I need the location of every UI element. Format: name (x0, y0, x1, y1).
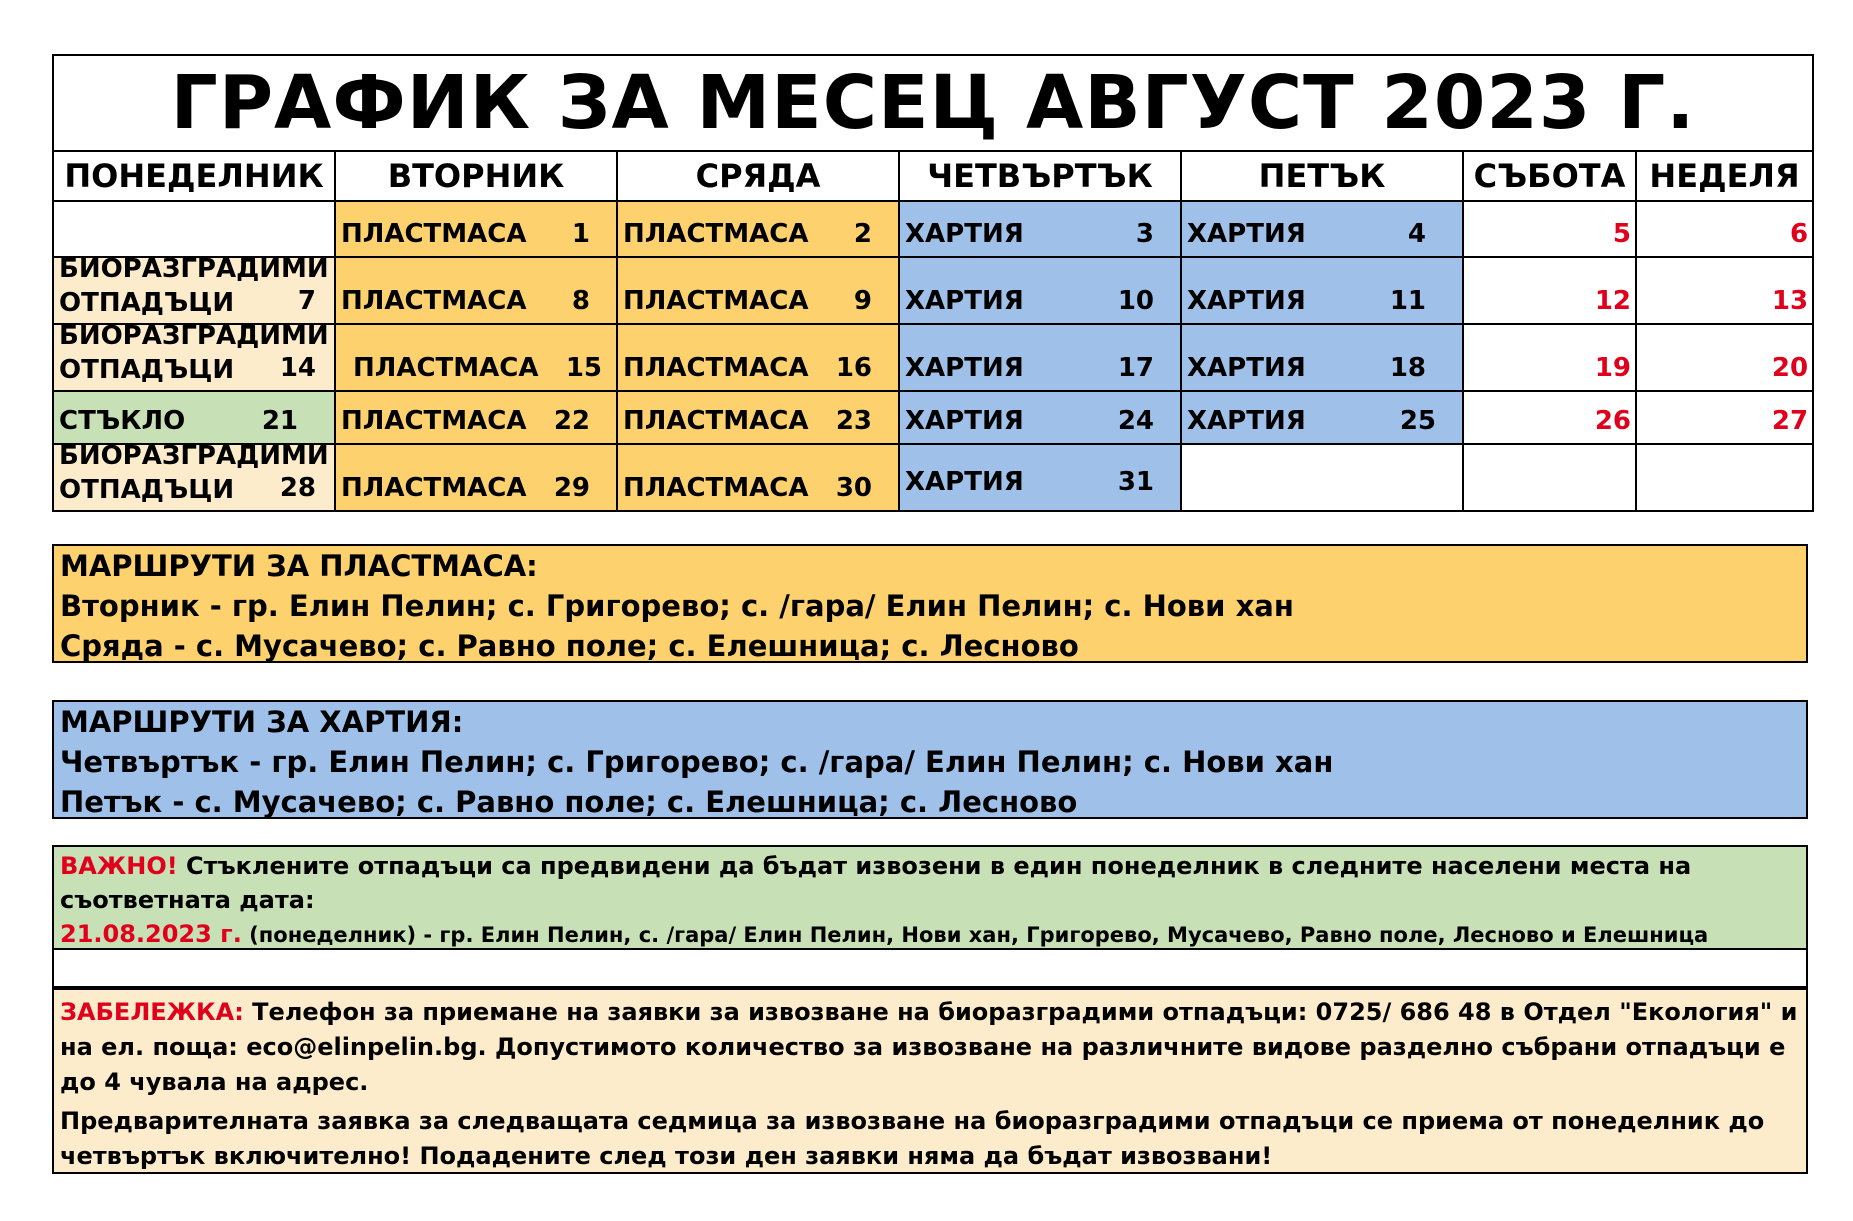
day-cell (53, 201, 335, 257)
glass-notice-date-line (60, 917, 1806, 952)
day-number: 10 (1117, 286, 1154, 316)
day-number: 2 (853, 219, 872, 249)
note-paragraph (60, 995, 1806, 1100)
paper-routes-box (52, 700, 1808, 819)
collection-type: ХАРТИЯ (905, 467, 1024, 497)
day-cell (335, 444, 617, 511)
day-cell (1636, 324, 1813, 391)
day-number: 12 (1594, 286, 1631, 316)
day-number: 30 (835, 473, 872, 503)
day-number: 9 (853, 286, 872, 316)
day-number: 16 (835, 353, 872, 383)
week-row (53, 201, 1813, 257)
day-cell (53, 441, 335, 511)
day-number: 13 (1771, 286, 1809, 316)
day-number: 1 (571, 219, 590, 249)
collection-type-line2: ОТПАДЪЦИ (59, 475, 235, 505)
day-number: 8 (571, 286, 590, 316)
day-number: 31 (1117, 467, 1154, 497)
collection-type: ХАРТИЯ (1187, 353, 1306, 383)
plastic-route-tuesday: Вторник - гр. Елин Пелин; с. Григорево; с. /гара/ Елин Пелин; с. Нови хан (60, 589, 1294, 623)
day-cell (335, 257, 617, 324)
glass-date: 21.08.2023 г. (60, 920, 242, 948)
collection-type: ХАРТИЯ (905, 406, 1024, 436)
day-number: 14 (279, 353, 316, 383)
day-cell (1463, 444, 1636, 511)
day-cell (1463, 391, 1636, 444)
day-cell (1463, 324, 1636, 391)
day-number: 27 (1771, 406, 1809, 436)
day-cell (617, 257, 899, 324)
day-number: 24 (1117, 406, 1154, 436)
day-cell (899, 201, 1181, 257)
collection-type: СТЪКЛО (59, 406, 186, 436)
note-label: ЗАБЕЛЕЖКА: (60, 998, 244, 1026)
week-row (53, 391, 1813, 444)
day-cell (53, 254, 335, 324)
day-number: 20 (1771, 353, 1809, 383)
day-cell (899, 391, 1181, 444)
weekday-header: СРЯДА (617, 151, 899, 201)
day-cell (899, 324, 1181, 391)
collection-type: ПЛАСТМАСА (341, 286, 527, 316)
day-number: 18 (1389, 353, 1426, 383)
collection-type: БИОРАЗГРАДИМИ (59, 254, 329, 284)
spacer-row (52, 950, 1808, 988)
collection-type: БИОРАЗГРАДИМИ (59, 321, 329, 351)
week-row (53, 257, 1813, 324)
collection-type: ПЛАСТМАСА (623, 353, 809, 383)
day-cell (899, 257, 1181, 324)
day-cell (1636, 391, 1813, 444)
note-box (52, 988, 1808, 1174)
collection-type: ПЛАСТМАСА (341, 473, 527, 503)
day-cell (1636, 201, 1813, 257)
day-cell (617, 201, 899, 257)
important-label: ВАЖНО! (60, 852, 178, 880)
day-number: 21 (261, 406, 298, 436)
day-number: 28 (279, 473, 316, 503)
paper-route-friday: Петък - с. Мусачево; с. Равно поле; с. Елешница; с. Лесново (60, 785, 1078, 819)
plastic-routes-box (52, 544, 1808, 663)
collection-type: ХАРТИЯ (1187, 286, 1306, 316)
week-row (53, 444, 1813, 511)
day-cell (617, 444, 899, 511)
day-cell (1463, 201, 1636, 257)
day-number: 11 (1389, 286, 1426, 316)
collection-type: ХАРТИЯ (905, 286, 1024, 316)
day-cell (1463, 257, 1636, 324)
schedule-table (52, 54, 1814, 512)
glass-notice-text (60, 849, 1806, 917)
day-number: 6 (1789, 219, 1809, 249)
collection-type-line2: ОТПАДЪЦИ (59, 355, 235, 385)
important-text: Стъклените отпадъци са предвидени да бъдат извозени в един понеделник в следните населени места на съответната дата: (60, 852, 1692, 914)
collection-type: БИОРАЗГРАДИМИ (59, 441, 329, 471)
weekday-header: ВТОРНИК (335, 151, 617, 201)
note-text: Телефон за приемане на заявки за извозване на биоразградими отпадъци: 0725/ 686 48 в Отдел "Екология" и на ел. поща: eco@elinpelin.bg. Допустимото количество за извозване на различните видове разделно събрани отпадъци е до 4 чувала на адрес. (60, 998, 1798, 1096)
day-number: 15 (565, 353, 602, 383)
day-cell (1181, 444, 1463, 511)
collection-type: ХАРТИЯ (905, 219, 1024, 249)
day-number: 3 (1135, 219, 1154, 249)
day-number: 23 (835, 406, 872, 436)
day-number: 22 (553, 406, 590, 436)
collection-type: ПЛАСТМАСА (353, 353, 539, 383)
collection-type: ХАРТИЯ (1187, 406, 1306, 436)
day-cell (899, 444, 1181, 511)
day-cell (1636, 257, 1813, 324)
glass-places: (понеделник) - гр. Елин Пелин, с. /гара/ Елин Пелин, Нови хан, Григорево, Мусачево, Равно поле, Лесново и Елешница (241, 923, 1709, 947)
day-cell (1181, 391, 1463, 444)
page-title: ГРАФИК ЗА МЕСЕЦ АВГУСТ 2023 Г. (53, 55, 1813, 151)
glass-notice-box (52, 845, 1808, 950)
day-number: 4 (1407, 219, 1426, 249)
day-number: 5 (1612, 219, 1631, 249)
weekday-header: ЧЕТВЪРТЪК (899, 151, 1181, 201)
paper-route-thursday: Четвъртък - гр. Елин Пелин; с. Григорево; с. /гара/ Елин Пелин; с. Нови хан (60, 745, 1334, 779)
collection-type-line2: ОТПАДЪЦИ (59, 288, 235, 318)
day-cell (1181, 324, 1463, 391)
collection-type: ПЛАСТМАСА (341, 406, 527, 436)
day-cell (1181, 257, 1463, 324)
day-number: 7 (297, 286, 316, 316)
schedule-sheet (52, 54, 1812, 512)
day-cell (335, 201, 617, 257)
collection-type: ПЛАСТМАСА (341, 219, 527, 249)
day-cell (53, 321, 335, 391)
day-cell (617, 391, 899, 444)
week-row (53, 324, 1813, 391)
day-cell (1636, 444, 1813, 511)
weekday-header: СЪБОТА (1463, 151, 1636, 201)
day-number: 19 (1594, 353, 1631, 383)
day-cell (335, 391, 617, 444)
note-paragraph-2: Предварителната заявка за следващата седмица за извозване на биоразградими отпадъци се приема от понеделник до четвъртък включително! Подадените след този ден заявки няма да бъдат извозвани! (60, 1107, 1765, 1170)
collection-type: ПЛАСТМАСА (623, 286, 809, 316)
collection-type: ПЛАСТМАСА (623, 219, 809, 249)
collection-type: ПЛАСТМАСА (623, 406, 809, 436)
day-number: 17 (1117, 353, 1154, 383)
day-cell (53, 391, 335, 444)
weekday-header: ПЕТЪК (1181, 151, 1463, 201)
paper-routes-heading: МАРШРУТИ ЗА ХАРТИЯ: (60, 705, 464, 739)
day-number: 29 (553, 473, 590, 503)
plastic-route-wednesday: Сряда - с. Мусачево; с. Равно поле; с. Елешница; с. Лесново (60, 629, 1079, 663)
day-number: 25 (1399, 406, 1436, 436)
collection-type: ХАРТИЯ (1187, 219, 1306, 249)
day-cell (1181, 201, 1463, 257)
weekday-header: НЕДЕЛЯ (1636, 151, 1813, 201)
weekday-header: ПОНЕДЕЛНИК (53, 151, 335, 201)
plastic-routes-heading: МАРШРУТИ ЗА ПЛАСТМАСА: (60, 549, 538, 583)
day-cell (335, 324, 617, 391)
day-number: 26 (1594, 406, 1631, 436)
collection-type: ХАРТИЯ (905, 353, 1024, 383)
collection-type: ПЛАСТМАСА (623, 473, 809, 503)
weekday-header-row (53, 151, 1813, 201)
day-cell (617, 324, 899, 391)
